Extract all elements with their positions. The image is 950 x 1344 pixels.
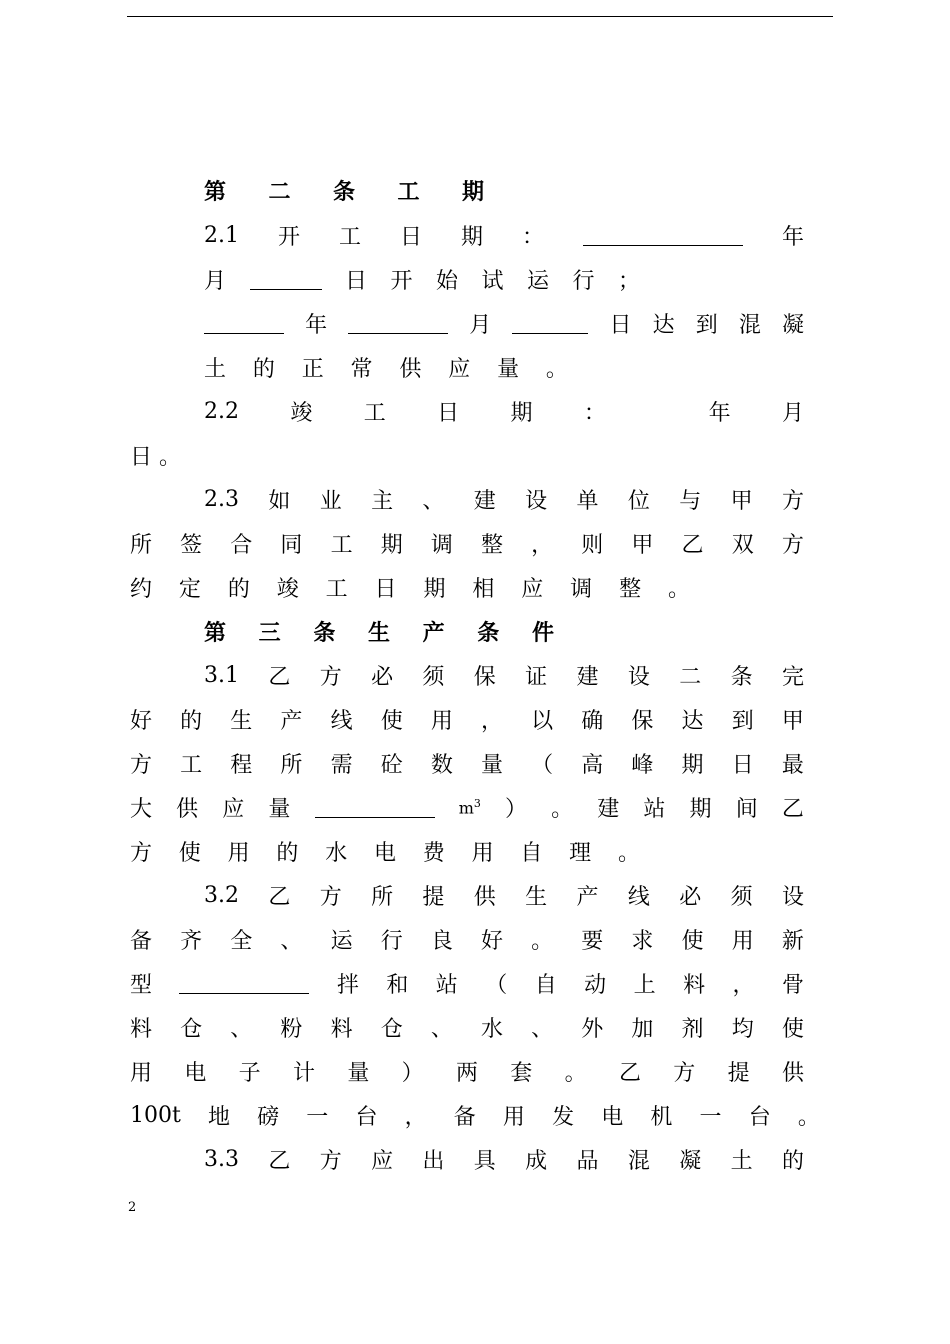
text-segment: 工: [338, 224, 361, 250]
text-segment: 、: [531, 1016, 554, 1042]
p32-line2: [130, 924, 804, 954]
text-segment: 发: [552, 1104, 575, 1130]
text-segment: 。: [551, 796, 574, 822]
text-segment: 建: [597, 796, 620, 822]
p32-line4: [130, 1012, 804, 1042]
text-segment: 生: [230, 708, 253, 734]
text-segment: 新: [781, 928, 804, 954]
text-segment: 机: [650, 1104, 673, 1130]
text-segment: 工: [363, 400, 386, 426]
text-segment: 第: [204, 619, 227, 646]
text-segment: 混: [738, 312, 761, 338]
text-segment: 使: [380, 708, 403, 734]
text-segment: 仓: [380, 1016, 403, 1042]
text-segment: 计: [292, 1060, 315, 1086]
text-segment: 料: [330, 1016, 353, 1042]
text-segment: 的: [227, 576, 250, 602]
text-segment: 日: [399, 224, 422, 250]
text-segment: 二: [268, 178, 291, 205]
text-segment: 动: [584, 972, 607, 998]
text-segment: 线: [627, 884, 650, 910]
p31-line1: [204, 660, 804, 690]
text-segment: $m^3$: [458, 796, 481, 818]
text-segment: 工: [397, 178, 420, 205]
p31-line3: [130, 748, 804, 778]
text-segment: 方: [781, 488, 804, 514]
text-segment: 条: [477, 619, 500, 646]
text-segment: 调: [430, 532, 453, 558]
text-segment: 备: [130, 928, 153, 954]
text-segment: 型: [130, 972, 153, 998]
text-segment: 乙: [618, 1060, 641, 1086]
p23-line1: [204, 484, 804, 514]
p21-line4: [204, 352, 568, 382]
text-segment: 、: [280, 928, 303, 954]
text-segment: 年: [781, 224, 804, 250]
text-segment: 最: [781, 752, 804, 778]
text-segment: 凝: [781, 312, 804, 338]
text-segment: 期: [681, 752, 704, 778]
text-segment: 工: [180, 752, 203, 778]
p32-line6: [130, 1100, 820, 1130]
text-segment: 。: [564, 1060, 587, 1086]
text-segment: ，: [404, 1104, 427, 1130]
text-segment: 设: [525, 488, 548, 514]
text-segment: 具: [473, 1148, 496, 1174]
text-segment: 月: [204, 268, 227, 294]
text-segment: 的: [252, 356, 275, 382]
text-segment: 剂: [681, 1016, 704, 1042]
text-segment: 竣: [276, 576, 299, 602]
text-segment: 线: [330, 708, 353, 734]
text-segment: 乙: [268, 1148, 291, 1174]
text-segment: ，: [531, 532, 554, 558]
text-segment: 竣: [290, 400, 313, 426]
text-segment: 外: [581, 1016, 604, 1042]
text-segment: 产: [280, 708, 303, 734]
text-segment: 2.3: [204, 486, 239, 512]
text-segment: 工: [330, 532, 353, 558]
text-segment: 开: [277, 224, 300, 250]
text-segment: 双: [731, 532, 754, 558]
text-segment: 以: [531, 708, 554, 734]
text-segment: 量: [480, 752, 503, 778]
fill-in-blank: [250, 269, 322, 290]
text-segment: 成: [525, 1148, 548, 1174]
text-segment: 求: [631, 928, 654, 954]
text-segment: （: [485, 972, 508, 998]
text-segment: ，: [732, 972, 755, 998]
p23-line3: [130, 572, 690, 602]
text-segment: 上: [633, 972, 656, 998]
text-segment: 理: [569, 840, 592, 866]
text-segment: 方: [130, 752, 153, 778]
text-segment: 高: [581, 752, 604, 778]
text-segment: 一: [699, 1104, 722, 1130]
text-segment: 好: [480, 928, 503, 954]
text-segment: 二: [679, 664, 702, 690]
text-segment: 如: [268, 488, 291, 514]
text-segment: 约: [130, 576, 153, 602]
text-segment: 甲: [631, 532, 654, 558]
text-segment: 2.2: [204, 398, 239, 424]
text-segment: 好: [130, 708, 153, 734]
text-segment: 业: [319, 488, 342, 514]
text-segment: 。: [797, 1104, 820, 1130]
text-segment: 量: [347, 1060, 370, 1086]
text-segment: 供: [399, 356, 422, 382]
text-segment: 用: [731, 928, 754, 954]
text-segment: 生: [367, 619, 390, 646]
text-segment: 与: [679, 488, 702, 514]
text-segment: 供: [176, 796, 199, 822]
text-segment: 。: [545, 356, 568, 382]
text-segment: 应: [521, 576, 544, 602]
text-segment: 应: [448, 356, 471, 382]
text-segment: 站: [435, 972, 458, 998]
text-segment: 站: [643, 796, 666, 822]
text-segment: 2.1: [204, 222, 239, 248]
text-segment: 3.3: [204, 1146, 239, 1172]
text-segment: 应: [222, 796, 245, 822]
text-segment: 良: [430, 928, 453, 954]
text-segment: 方: [319, 884, 342, 910]
text-segment: （: [531, 752, 554, 778]
p21-line1: [204, 220, 804, 250]
text-segment: 料: [683, 972, 706, 998]
text-segment: 拌: [336, 972, 359, 998]
text-segment: 运: [330, 928, 353, 954]
text-segment: 产: [576, 884, 599, 910]
text-segment: 数: [430, 752, 453, 778]
text-segment: 水: [480, 1016, 503, 1042]
text-segment: 乙: [681, 532, 704, 558]
text-segment: 骨: [781, 972, 804, 998]
p32-line5: [130, 1056, 804, 1086]
text-segment: 期: [423, 576, 446, 602]
text-segment: 方: [319, 1148, 342, 1174]
text-segment: 三: [258, 619, 281, 646]
p21-line3: [204, 308, 804, 338]
fill-in-blank: [512, 313, 588, 334]
text-segment: 保: [631, 708, 654, 734]
text-segment: 所: [280, 752, 303, 778]
header-rule: [127, 16, 833, 17]
text-segment: 条: [730, 664, 753, 690]
text-segment: 确: [581, 708, 604, 734]
text-segment: 使: [781, 1016, 804, 1042]
text-segment: 到: [731, 708, 754, 734]
text-segment: 出: [422, 1148, 445, 1174]
text-segment: 完: [781, 664, 804, 690]
text-segment: 日: [437, 400, 460, 426]
text-segment: 大: [130, 796, 153, 822]
p21-line2: [204, 264, 640, 294]
text-segment: 用: [430, 708, 453, 734]
text-segment: 使: [178, 840, 201, 866]
p33-line1: [204, 1144, 804, 1174]
text-segment: 须: [422, 664, 445, 690]
text-segment: 单: [576, 488, 599, 514]
text-segment: 用: [471, 840, 494, 866]
text-segment: 生: [525, 884, 548, 910]
text-segment: ）: [504, 796, 527, 822]
text-segment: 期: [689, 796, 712, 822]
text-segment: 到: [695, 312, 718, 338]
p31-line4: [130, 792, 804, 822]
fill-in-blank: [315, 797, 435, 818]
text-segment: 同: [280, 532, 303, 558]
text-segment: 套: [510, 1060, 533, 1086]
text-segment: 调: [570, 576, 593, 602]
text-segment: ：: [521, 224, 544, 250]
text-segment: 方: [130, 840, 153, 866]
text-segment: 供: [781, 1060, 804, 1086]
text-segment: 。: [667, 576, 690, 602]
text-segment: 。: [617, 840, 640, 866]
text-segment: 3.1: [204, 662, 239, 688]
text-segment: 建: [473, 488, 496, 514]
text-segment: 需: [330, 752, 353, 778]
text-segment: 费: [422, 840, 445, 866]
text-segment: 必: [679, 884, 702, 910]
text-segment: 品: [576, 1148, 599, 1174]
text-segment: 台: [355, 1104, 378, 1130]
text-segment: 日: [731, 752, 754, 778]
text-segment: 水: [325, 840, 348, 866]
text-segment: 用: [227, 840, 250, 866]
p22-line1: [204, 396, 804, 426]
text-segment: 和: [386, 972, 409, 998]
text-segment: 加: [631, 1016, 654, 1042]
text-segment: ，: [480, 708, 503, 734]
p23-line2: [130, 528, 804, 558]
text-segment: 设: [781, 884, 804, 910]
text-segment: 齐: [180, 928, 203, 954]
text-segment: 期: [380, 532, 403, 558]
p31-line5: [130, 836, 640, 866]
text-segment: 所: [371, 884, 394, 910]
text-segment: 行: [380, 928, 403, 954]
text-segment: 期: [460, 224, 483, 250]
text-segment: 日: [344, 268, 367, 294]
text-segment: 提: [422, 884, 445, 910]
text-segment: 仓: [180, 1016, 203, 1042]
fill-in-blank: [204, 313, 284, 334]
text-segment: 年: [305, 312, 328, 338]
text-segment: 砼: [380, 752, 403, 778]
text-segment: 乙: [781, 796, 804, 822]
fill-in-blank: [179, 973, 309, 994]
fill-in-blank: [583, 225, 743, 246]
text-segment: 、: [230, 1016, 253, 1042]
text-segment: 整: [619, 576, 642, 602]
text-segment: 日: [609, 312, 632, 338]
text-segment: 备: [453, 1104, 476, 1130]
text-segment: ：: [583, 400, 606, 426]
article2-heading: [204, 175, 484, 205]
text-segment: 料: [130, 1016, 153, 1042]
text-segment: 子: [238, 1060, 261, 1086]
text-segment: 100t: [130, 1102, 181, 1128]
text-segment: 行: [572, 268, 595, 294]
text-segment: 月: [781, 400, 804, 426]
text-segment: 用: [502, 1104, 525, 1130]
text-segment: 整: [480, 532, 503, 558]
p32-line1: [204, 880, 804, 910]
text-segment: 乙: [268, 884, 291, 910]
text-segment: 定: [178, 576, 201, 602]
text-segment: 设: [627, 664, 650, 690]
text-segment: 始: [435, 268, 458, 294]
text-segment: 第: [204, 178, 227, 205]
text-segment: 件: [531, 619, 554, 646]
text-segment: 土: [730, 1148, 753, 1174]
text-segment: 建: [576, 664, 599, 690]
text-segment: 量: [268, 796, 291, 822]
text-segment: 月: [469, 312, 492, 338]
text-segment: 条: [332, 178, 355, 205]
text-segment: 供: [473, 884, 496, 910]
text-segment: 土: [204, 356, 227, 382]
text-segment: 正: [301, 356, 324, 382]
text-segment: 量: [497, 356, 520, 382]
text-segment: 地: [207, 1104, 230, 1130]
p31-line2: [130, 704, 804, 734]
text-segment: 自: [534, 972, 557, 998]
text-segment: 均: [731, 1016, 754, 1042]
text-segment: 峰: [631, 752, 654, 778]
article3-heading: [204, 616, 554, 646]
text-segment: 须: [730, 884, 753, 910]
text-segment: 方: [673, 1060, 696, 1086]
text-segment: 运: [526, 268, 549, 294]
text-segment: 的: [781, 1148, 804, 1174]
text-segment: 电: [184, 1060, 207, 1086]
text-segment: 自: [520, 840, 543, 866]
text-segment: 期: [510, 400, 533, 426]
text-segment: 的: [180, 708, 203, 734]
text-segment: 位: [627, 488, 650, 514]
text-segment: 日: [374, 576, 397, 602]
text-segment: 乙: [268, 664, 291, 690]
text-segment: 所: [130, 532, 153, 558]
text-segment: 、: [430, 1016, 453, 1042]
text-segment: 签: [180, 532, 203, 558]
text-segment: 主: [371, 488, 394, 514]
text-segment: 凝: [679, 1148, 702, 1174]
text-segment: 相: [472, 576, 495, 602]
text-segment: 电: [373, 840, 396, 866]
text-segment: 方: [781, 532, 804, 558]
text-segment: 3.2: [204, 882, 239, 908]
text-segment: ）: [401, 1060, 424, 1086]
text-segment: 使: [681, 928, 704, 954]
text-segment: 要: [581, 928, 604, 954]
text-segment: 两: [455, 1060, 478, 1086]
text-segment: 一: [306, 1104, 329, 1130]
text-segment: 期: [461, 178, 484, 205]
text-segment: 工: [325, 576, 348, 602]
text-segment: 证: [525, 664, 548, 690]
text-segment: 产: [422, 619, 445, 646]
text-segment: 电: [601, 1104, 624, 1130]
text-segment: 合: [230, 532, 253, 558]
text-segment: 全: [230, 928, 253, 954]
fill-in-blank: [348, 313, 448, 334]
text-segment: 间: [735, 796, 758, 822]
text-segment: 用: [130, 1060, 153, 1086]
text-segment: 甲: [781, 708, 804, 734]
text-segment: 条: [313, 619, 336, 646]
p22-line2: [130, 440, 190, 470]
text-segment: 日 。: [130, 444, 181, 470]
text-segment: 达: [681, 708, 704, 734]
text-segment: 试: [481, 268, 504, 294]
page-number: 2: [128, 1200, 137, 1215]
text-segment: 程: [230, 752, 253, 778]
text-segment: 则: [581, 532, 604, 558]
text-segment: 常: [350, 356, 373, 382]
text-segment: 应: [371, 1148, 394, 1174]
superscript: 3: [473, 796, 481, 810]
text-segment: 粉: [280, 1016, 303, 1042]
text-segment: 年: [708, 400, 731, 426]
text-segment: 保: [473, 664, 496, 690]
text-segment: 开: [390, 268, 413, 294]
text-segment: 。: [531, 928, 554, 954]
text-segment: 磅: [257, 1104, 280, 1130]
text-segment: 甲: [730, 488, 753, 514]
text-segment: 必: [371, 664, 394, 690]
text-segment: 台: [748, 1104, 771, 1130]
text-segment: 方: [319, 664, 342, 690]
text-segment: 的: [276, 840, 299, 866]
text-segment: 混: [627, 1148, 650, 1174]
p32-line3: [130, 968, 804, 998]
text-segment: 达: [652, 312, 675, 338]
text-segment: 、: [422, 488, 445, 514]
text-segment: ；: [617, 268, 640, 294]
text-segment: 提: [727, 1060, 750, 1086]
